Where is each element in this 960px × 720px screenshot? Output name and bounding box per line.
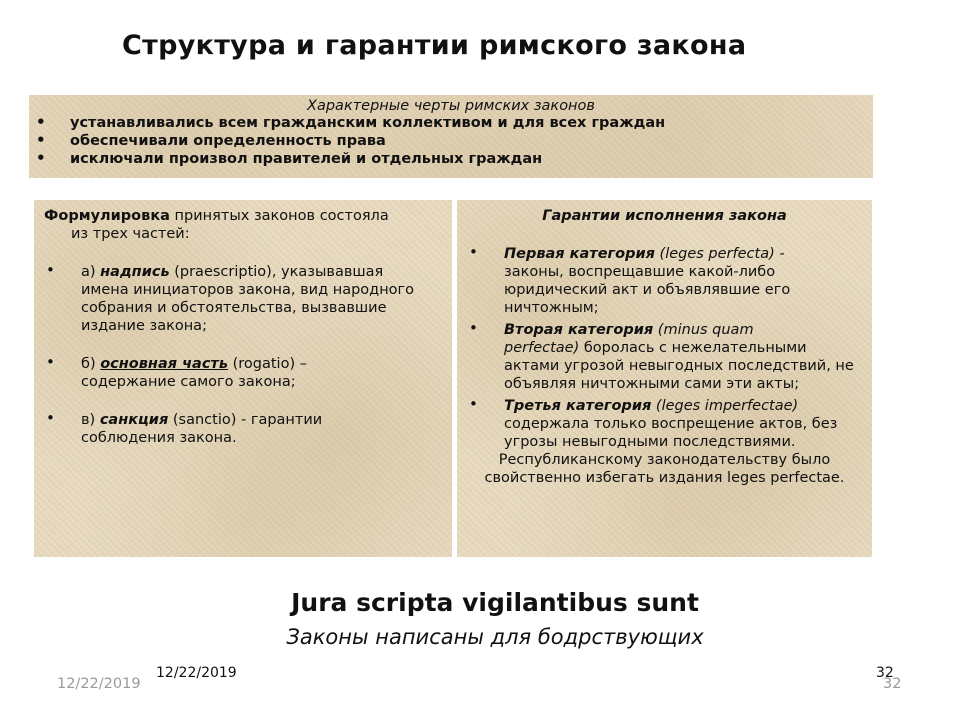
part-sanction <box>34 411 452 447</box>
formulation-intro-text: принятых законов состояла <box>169 208 389 224</box>
list-item: • обеспечивали определенность права <box>29 132 873 150</box>
footer-date-shadow: 12/22/2019 <box>57 676 141 692</box>
formulation-term: Формулировка <box>44 208 170 224</box>
category-latin: (minus quam <box>653 322 754 338</box>
bullet-icon: • <box>469 243 478 261</box>
part-prefix: а) <box>81 264 101 280</box>
bullet-icon: • <box>469 395 478 413</box>
bullet-icon: • <box>46 353 55 371</box>
characteristics-box <box>29 95 873 178</box>
category-description: боролась с нежелательными актами угрозой невыгодных последствий, не объявляя ничтожными сами эти акты; <box>504 340 854 392</box>
category-name: Третья категория <box>504 398 652 414</box>
part-prefix: в) <box>81 412 100 428</box>
list-item: • устанавливались всем гражданским коллективом и для всех граждан <box>29 114 873 132</box>
part-term: надпись <box>100 264 170 280</box>
formulation-box <box>34 200 452 557</box>
slide-title: Структура и гарантии римского закона <box>122 30 747 61</box>
characteristics-list <box>29 114 873 168</box>
maxim-translation: Законы написаны для бодрствующих <box>286 625 704 649</box>
part-prefix: б) <box>81 356 101 372</box>
republican-note: Республиканскому законодательству было свойственно избегать издания leges perfectae. <box>484 452 845 486</box>
category-second <box>457 321 872 393</box>
category-name: Вторая категория <box>504 322 654 338</box>
category-third <box>457 397 872 451</box>
part-description: соблюдения закона. <box>81 430 237 446</box>
category-name: Первая категория <box>504 246 655 262</box>
list-item: • исключали произвол правителей и отдельных граждан <box>29 150 873 168</box>
latin-maxim: Jura scripta vigilantibus sunt <box>291 588 699 617</box>
footer-date: 12/22/2019 <box>156 665 237 681</box>
bullet-icon: • <box>46 261 55 279</box>
category-description: законы, воспрещавшие какой-либо юридический акт и объявлявшие его ничтожным; <box>504 264 791 316</box>
category-latin: (leges imperfectae) <box>651 398 799 414</box>
part-latin: (sanctio) - гарантии <box>168 412 323 428</box>
guarantees-heading: Гарантии исполнения закона <box>542 208 787 224</box>
part-latin: (rogatio) – <box>228 356 307 372</box>
bullet-icon: • <box>469 319 478 337</box>
category-first <box>457 245 872 317</box>
category-description: содержала только воспрещение актов, без угрозы невыгодными последствиями. <box>504 416 838 450</box>
guarantees-box <box>457 200 872 557</box>
formulation-intro-line2: из трех частей: <box>71 226 190 242</box>
category-latin-cont: perfectae) <box>504 340 580 356</box>
part-latin: (praescriptio), указывавшая <box>169 264 384 280</box>
part-inscription <box>34 263 452 335</box>
formulation-intro <box>34 200 452 243</box>
part-description: имена инициаторов закона, вид народного собрания и обстоятельства, вызвавшие издание закона; <box>81 282 415 334</box>
part-description: содержание самого закона; <box>81 374 296 390</box>
part-term: основная часть <box>100 356 228 372</box>
characteristics-heading: Характерные черты римских законов <box>307 98 595 114</box>
slide-number-shadow: 32 <box>883 676 902 692</box>
part-main <box>34 355 452 391</box>
part-term: санкция <box>99 412 169 428</box>
bullet-icon: • <box>46 409 55 427</box>
category-latin: (leges perfecta) - <box>654 246 785 262</box>
slide-number: 32 <box>876 665 894 681</box>
